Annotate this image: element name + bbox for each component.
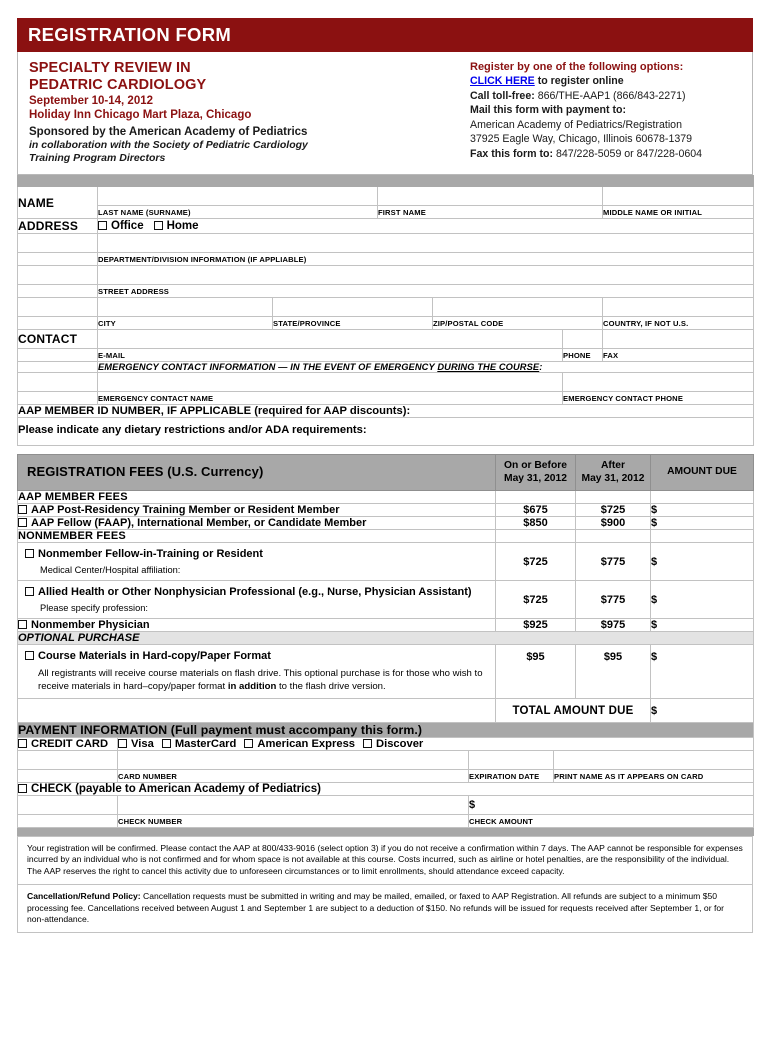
fees-section-title: REGISTRATION FEES (U.S. Currency) xyxy=(18,455,496,491)
fee-amount-due-2[interactable]: $ xyxy=(651,543,754,581)
spacer-cell-city xyxy=(18,298,98,317)
caption-emergency-name: EMERGENCY CONTACT NAME xyxy=(98,392,563,405)
registration-form-page xyxy=(0,18,770,1042)
card-details-caption-row xyxy=(18,770,754,783)
group-member-due-blank xyxy=(651,491,754,504)
fee-early-2: $725 xyxy=(496,543,576,581)
optional-late-fee: $95 xyxy=(576,645,651,699)
total-amount-due-label: TOTAL AMOUNT DUE xyxy=(496,699,651,723)
check-details-caption-row xyxy=(18,815,754,828)
dietary-question: Please indicate any dietary restrictions and/or ADA requirements: xyxy=(18,418,754,446)
fee-checkbox-4[interactable] xyxy=(18,620,27,629)
contact-caption-row xyxy=(18,349,754,362)
fee-option-1 xyxy=(18,517,496,530)
fee-early-1: $850 xyxy=(496,517,576,530)
fee-label-1: AAP Fellow (FAAP), International Member, or Candidate Member xyxy=(31,517,367,529)
city-input[interactable] xyxy=(98,298,273,317)
credit-card-option xyxy=(18,738,118,751)
cancellation-policy-label: Cancellation/Refund Policy: xyxy=(27,891,141,902)
caption-zip: ZIP/POSTAL CODE xyxy=(433,317,603,330)
fee-late-1: $900 xyxy=(576,517,651,530)
toll-free-label: Call toll-free: xyxy=(470,89,535,102)
fee-checkbox-0[interactable] xyxy=(18,505,27,514)
optional-amount-due[interactable]: $ xyxy=(651,645,754,699)
state-input[interactable] xyxy=(273,298,433,317)
table-row xyxy=(18,645,754,699)
total-amount-due-value[interactable]: $ xyxy=(651,699,754,723)
fee-early-3: $725 xyxy=(496,581,576,619)
emergency-note-post: : xyxy=(539,362,543,372)
event-info-block xyxy=(18,60,462,165)
optional-purchase-label: Course Materials in Hard-copy/Paper Format xyxy=(38,650,271,662)
check-option xyxy=(18,783,754,796)
optional-desc-pre: All registrants will receive course materials on flash drive. This optional purchase is for those who wish to receive materials in hard–copy/paper format xyxy=(38,668,483,692)
card-details-input-row xyxy=(18,751,754,770)
caption-street-address: STREET ADDRESS xyxy=(98,285,754,298)
contact-section-label: CONTACT xyxy=(18,330,98,349)
fee-early-4: $925 xyxy=(496,619,576,632)
fee-late-4: $975 xyxy=(576,619,651,632)
discover-label: Discover xyxy=(376,738,424,750)
home-checkbox[interactable] xyxy=(154,221,163,230)
caption-last-name: LAST NAME (SURNAME) xyxy=(98,206,378,219)
table-row xyxy=(18,581,754,619)
group-row-nonmember xyxy=(18,530,754,543)
fee-late-3: $775 xyxy=(576,581,651,619)
caption-city: CITY xyxy=(98,317,273,330)
optional-purchase-option xyxy=(18,645,496,699)
spacer-cell-card-cap xyxy=(18,770,118,783)
emergency-input-row xyxy=(18,373,754,392)
spacer-cell-emerg xyxy=(18,373,98,392)
column-late-fee: After May 31, 2012 xyxy=(576,455,651,491)
event-title-line1: SPECIALTY REVIEW IN xyxy=(29,60,191,76)
payment-header-row xyxy=(18,723,754,738)
fee-amount-due-3[interactable]: $ xyxy=(651,581,754,619)
caption-email: E-MAIL xyxy=(98,349,563,362)
middle-name-input[interactable] xyxy=(603,187,754,206)
name-section-label: NAME xyxy=(18,187,98,219)
check-checkbox[interactable] xyxy=(18,784,27,793)
event-sponsor: Sponsored by the American Academy of Pediatrics xyxy=(29,126,308,138)
payment-section-title: PAYMENT INFORMATION (Full payment must accompany this form.) xyxy=(18,723,754,738)
first-name-input[interactable] xyxy=(378,187,603,206)
fees-table-header xyxy=(18,455,754,491)
fee-checkbox-2[interactable] xyxy=(25,549,34,558)
city-state-zip-input-row xyxy=(18,298,754,317)
cancellation-policy xyxy=(18,885,753,933)
fee-sub-3[interactable]: Please specify profession: xyxy=(40,603,149,613)
spacer-cell-emerg-cap xyxy=(18,392,98,405)
optional-purchase-checkbox[interactable] xyxy=(25,651,34,660)
column-amount-due: AMOUNT DUE xyxy=(651,455,754,491)
event-title-line2: PEDATRIC CARDIOLOGY xyxy=(29,77,207,93)
toll-free-value: 866/THE-AAP1 (866/843-2271) xyxy=(534,89,686,102)
registration-options-block xyxy=(462,60,752,165)
group-nonmember-due-blank xyxy=(651,530,754,543)
spacer-cell-street xyxy=(18,266,98,285)
contact-input-row xyxy=(18,330,754,349)
check-option-row xyxy=(18,783,754,796)
fax-label: Fax this form to: xyxy=(470,147,553,160)
caption-department: DEPARTMENT/DIVISION INFORMATION (IF APPLIABLE) xyxy=(98,253,754,266)
emergency-contact-phone-input[interactable] xyxy=(563,373,754,392)
zip-input[interactable] xyxy=(433,298,603,317)
cancellation-policy-text: Cancellation requests must be submitted in writing and may be mailed, emailed, or faxed to AAP Registration. All refunds are subject to a minimum $50 processing fee. Cancellations received between August 1 and September 1 are subject to a deduction of $150. No refunds will be issued for requests received after September 1, or for non-attendance. xyxy=(27,891,724,925)
amex-checkbox[interactable] xyxy=(244,739,253,748)
department-caption-row xyxy=(18,253,754,266)
card-type-options xyxy=(118,738,754,751)
emergency-caption-row xyxy=(18,392,754,405)
print-name-input[interactable] xyxy=(554,751,754,770)
city-state-zip-caption-row xyxy=(18,317,754,330)
group-label-nonmember: NONMEMBER FEES xyxy=(18,530,496,543)
personal-information-table xyxy=(17,175,754,446)
spacer-cell-check xyxy=(18,796,118,815)
mail-label: Mail this form with payment to: xyxy=(470,104,626,116)
name-caption-row xyxy=(18,206,754,219)
fee-amount-due-4[interactable]: $ xyxy=(651,619,754,632)
dietary-row[interactable] xyxy=(18,418,754,446)
event-dates: September 10-14, 2012 xyxy=(29,95,154,107)
mail-address-line2: 37925 Eagle Way, Chicago, Illinois 60678-1379 xyxy=(470,133,693,145)
group-label-optional: OPTIONAL PURCHASE xyxy=(18,632,754,645)
fax-input[interactable] xyxy=(603,330,754,349)
fee-option-0 xyxy=(18,504,496,517)
optional-desc-post: to the flash drive version. xyxy=(276,680,386,692)
caption-card-number: CARD NUMBER xyxy=(118,770,469,783)
check-details-input-row xyxy=(18,796,754,815)
fee-amount-due-0[interactable]: $ xyxy=(651,504,754,517)
fee-option-3 xyxy=(18,581,496,619)
office-label: Office xyxy=(111,220,144,232)
group-label-member: AAP MEMBER FEES xyxy=(18,491,496,504)
spacer-cell-street-cap xyxy=(18,285,98,298)
confirmation-note: Your registration will be confirmed. Please contact the AAP at 800/433-9016 (select option 3) if you do not receive a confirmation within 7 days. The AAP cannot be responsible for expenses incurred by an individual who is not confirmed and for whom space is not available at this course. Costs incurred, such as airline or hotel penalties, are the responsibility of the individual. The AAP reserves the right to cancel this activity due to unforeseen circumstances or to limit enrollments, should attendance exceed capacity. xyxy=(18,837,753,885)
check-label: CHECK (payable to American Academy of Pediatrics) xyxy=(31,783,321,795)
table-row xyxy=(18,619,754,632)
card-number-input[interactable] xyxy=(118,751,469,770)
group-nonmember-early-blank xyxy=(496,530,576,543)
address-section-label: ADDRESS xyxy=(18,219,98,234)
emergency-contact-name-input[interactable] xyxy=(98,373,563,392)
optional-desc-bold: in addition xyxy=(227,680,277,692)
emergency-note-row xyxy=(18,362,754,373)
fax-line xyxy=(470,147,752,162)
member-id-row[interactable] xyxy=(18,405,754,418)
home-label: Home xyxy=(166,220,199,232)
toll-free-line xyxy=(470,89,752,104)
credit-card-checkbox[interactable] xyxy=(18,739,27,748)
fee-late-0: $725 xyxy=(576,504,651,517)
caption-country: COUNTRY, IF NOT U.S. xyxy=(603,317,754,330)
spacer-cell-emerg-note xyxy=(18,362,98,373)
check-amount-input[interactable]: $ xyxy=(469,796,754,815)
payment-bottom-divider-bar xyxy=(18,828,754,836)
caption-fax: FAX xyxy=(603,349,754,362)
street-input-row xyxy=(18,266,754,285)
group-member-early-blank xyxy=(496,491,576,504)
register-online-line xyxy=(470,74,752,89)
spacer-cell-dept xyxy=(18,234,98,253)
caption-phone: PHONE xyxy=(563,349,603,362)
caption-state: STATE/PROVINCE xyxy=(273,317,433,330)
spacer-cell-city-cap xyxy=(18,317,98,330)
table-row xyxy=(18,517,754,530)
member-id-question: AAP MEMBER ID NUMBER, IF APPLICABLE (required for AAP discounts): xyxy=(18,405,754,418)
fee-label-wrap-2 xyxy=(18,543,495,565)
fee-label-3: Allied Health or Other Nonphysician Professional (e.g., Nurse, Physician Assistant) xyxy=(38,586,472,598)
department-input-row xyxy=(18,234,754,253)
spacer-cell-card xyxy=(18,751,118,770)
fee-amount-due-1[interactable]: $ xyxy=(651,517,754,530)
office-checkbox[interactable] xyxy=(98,221,107,230)
group-nonmember-late-blank xyxy=(576,530,651,543)
click-here-suffix: to register online xyxy=(534,75,624,87)
spacer-cell-contact-cap xyxy=(18,349,98,362)
fee-checkbox-1[interactable] xyxy=(18,518,27,527)
table-row xyxy=(18,543,754,581)
event-venue: Holiday Inn Chicago Mart Plaza, Chicago xyxy=(29,109,252,121)
card-type-row xyxy=(18,738,754,751)
country-input[interactable] xyxy=(603,298,754,317)
event-masthead xyxy=(17,52,753,175)
cancellation-policy-row xyxy=(18,885,753,933)
table-row xyxy=(18,504,754,517)
fee-late-2: $775 xyxy=(576,543,651,581)
caption-first-name: FIRST NAME xyxy=(378,206,603,219)
expiration-date-input[interactable] xyxy=(469,751,554,770)
visa-checkbox[interactable] xyxy=(118,739,127,748)
fee-label-wrap-3 xyxy=(18,581,495,603)
mastercard-label: MasterCard xyxy=(174,738,237,750)
emergency-contact-note xyxy=(98,362,754,373)
form-title-bar xyxy=(17,18,753,52)
caption-print-name: PRINT NAME AS IT APPEARS ON CARD xyxy=(554,770,754,783)
event-collaboration-line2: Training Program Directors xyxy=(29,152,166,164)
fee-sub-2[interactable]: Medical Center/Hospital affiliation: xyxy=(40,565,181,575)
fee-label-4: Nonmember Physician xyxy=(31,619,150,631)
fee-option-2 xyxy=(18,543,496,581)
caption-check-number: CHECK NUMBER xyxy=(118,815,469,828)
column-early-fee: On or Before May 31, 2012 xyxy=(496,455,576,491)
total-row xyxy=(18,699,754,723)
discover-checkbox[interactable] xyxy=(363,739,372,748)
caption-middle-name: MIDDLE NAME OR INITIAL xyxy=(603,206,754,219)
amex-label: American Express xyxy=(257,738,356,750)
name-input-row xyxy=(18,187,754,206)
group-row-optional xyxy=(18,632,754,645)
email-input[interactable] xyxy=(98,330,563,349)
credit-card-label: CREDIT CARD xyxy=(31,738,109,750)
event-collaboration-line1: in collaboration with the Society of Pediatric Cardiology xyxy=(29,139,308,151)
address-type-options xyxy=(98,219,754,234)
check-number-input[interactable] xyxy=(118,796,469,815)
click-here-link[interactable]: CLICK HERE xyxy=(470,75,535,87)
fee-option-4 xyxy=(18,619,496,632)
mail-address-line1: American Academy of Pediatrics/Registration xyxy=(470,118,682,131)
fee-checkbox-3[interactable] xyxy=(25,587,34,596)
street-caption-row xyxy=(18,285,754,298)
registration-fees-table xyxy=(17,454,754,723)
visa-label: Visa xyxy=(131,738,154,750)
fee-label-2: Nonmember Fellow-in-Training or Resident xyxy=(38,548,263,560)
last-name-input[interactable] xyxy=(98,187,378,206)
department-input[interactable] xyxy=(98,234,754,253)
footer-notes-table xyxy=(17,836,753,933)
caption-emergency-phone: EMERGENCY CONTACT PHONE xyxy=(563,392,754,405)
fax-value: 847/228-5059 or 847/228-0604 xyxy=(553,147,703,160)
optional-label-wrap xyxy=(18,645,495,667)
phone-input[interactable] xyxy=(563,330,603,349)
group-member-late-blank xyxy=(576,491,651,504)
fee-label-0: AAP Post-Residency Training Member or Resident Member xyxy=(31,504,340,516)
caption-check-amount: CHECK AMOUNT xyxy=(469,815,754,828)
spacer-cell-check-cap xyxy=(18,815,118,828)
register-options-heading: Register by one of the following options: xyxy=(470,61,684,73)
page-title: REGISTRATION FORM xyxy=(28,24,232,45)
caption-expiration-date: EXPIRATION DATE xyxy=(469,770,554,783)
optional-purchase-description xyxy=(18,667,495,698)
mastercard-checkbox[interactable] xyxy=(162,739,171,748)
spacer-cell-dept-cap xyxy=(18,253,98,266)
group-row-member xyxy=(18,491,754,504)
street-address-input[interactable] xyxy=(98,266,754,285)
emergency-note-underlined: DURING THE COURSE xyxy=(437,362,540,372)
address-type-row xyxy=(18,219,754,234)
optional-early-fee: $95 xyxy=(496,645,576,699)
fee-early-0: $675 xyxy=(496,504,576,517)
confirmation-note-row xyxy=(18,837,753,885)
emergency-note-pre: EMERGENCY CONTACT INFORMATION — IN THE EVENT OF EMERGENCY xyxy=(98,362,438,372)
payment-information-table xyxy=(17,722,754,836)
section-divider-bar xyxy=(18,176,754,187)
total-spacer xyxy=(18,699,496,723)
